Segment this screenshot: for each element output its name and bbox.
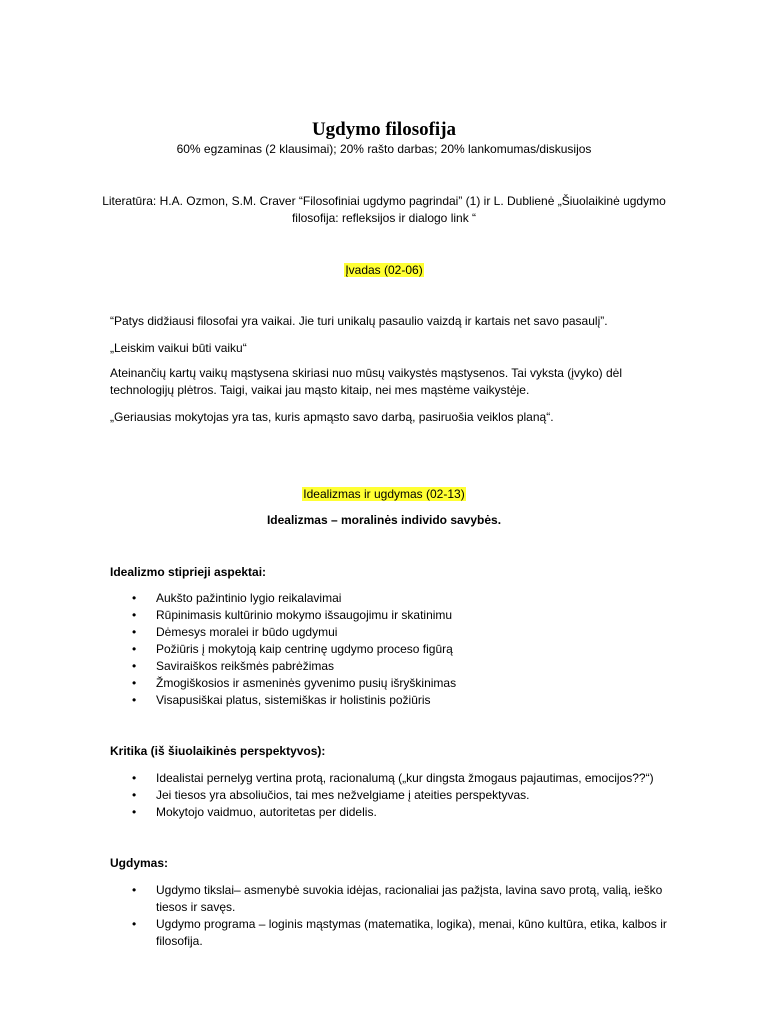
list-item-text: Saviraiškos reikšmės pabrėžimas bbox=[156, 659, 335, 673]
list-item-text: Mokytojo vaidmuo, autoritetas per didelis. bbox=[156, 805, 377, 819]
list-item-text: Aukšto pažintinio lygio reikalavimai bbox=[156, 591, 342, 605]
strengths-title: Idealizmo stiprieji aspektai: bbox=[110, 565, 267, 579]
intro-quote-3: „Geriausias mokytojas yra tas, kuris apmąsto savo darbą, pasiruošia veiklos planą“. bbox=[110, 410, 554, 424]
literature-line-1: Literatūra: H.A. Ozmon, S.M. Craver “Filosofiniai ugdymo pagrindai” (1) ir L. Dublienė „Šiuolaikinė ugdymo bbox=[102, 194, 666, 208]
list-item bbox=[110, 607, 716, 624]
list-item bbox=[110, 658, 716, 675]
list-item bbox=[110, 787, 716, 804]
list-item-text: filosofija. bbox=[156, 934, 203, 948]
grading-subtitle: 60% egzaminas (2 klausimai); 20% rašto darbas; 20% lankomumas/diskusijos bbox=[176, 142, 592, 156]
bullet-icon: • bbox=[132, 676, 137, 690]
bullet-icon: • bbox=[132, 608, 137, 622]
list-item-text: Požiūris į mokytoją kaip centrinę ugdymo proceso figūrą bbox=[156, 642, 453, 656]
list-item bbox=[110, 770, 716, 787]
document-title: Ugdymo filosofija bbox=[311, 119, 457, 140]
critique-title: Kritika (iš šiuolaikinės perspektyvos): bbox=[110, 744, 326, 758]
list-item bbox=[110, 804, 716, 821]
idealism-heading-wrap bbox=[0, 486, 768, 503]
bullet-icon: • bbox=[132, 805, 137, 819]
intro-quote-2: „Leiskim vaikui būti vaiku“ bbox=[110, 341, 247, 355]
list-item bbox=[110, 641, 716, 658]
bullet-icon: • bbox=[132, 788, 137, 802]
idealism-subheading: Idealizmas – moralinės individo savybės. bbox=[266, 513, 502, 527]
list-item-text: Dėmesys moralei ir būdo ugdymui bbox=[156, 625, 338, 639]
bullet-icon: • bbox=[132, 693, 137, 707]
idealism-heading: Idealizmas ir ugdymas (02-13) bbox=[303, 487, 465, 501]
list-item bbox=[110, 882, 716, 916]
strengths-list bbox=[110, 590, 716, 709]
bullet-icon: • bbox=[132, 625, 137, 639]
list-item-text: Ugdymo tikslai– asmenybė suvokia idėjas, racionaliai jas pažįsta, lavina savo protą, valią, ieško bbox=[156, 883, 663, 897]
bullet-icon: • bbox=[132, 642, 137, 656]
list-item-text: Rūpinimasis kultūrinio mokymo išsaugojimu ir skatinimu bbox=[156, 608, 453, 622]
list-item bbox=[110, 624, 716, 641]
list-item-text: Idealistai pernelyg vertina protą, racionalumą („kur dingsta žmogaus pajautimas, emocijos??“) bbox=[156, 771, 654, 785]
list-item-text: Visapusiškai platus, sistemiškas ir holistinis požiūris bbox=[156, 693, 431, 707]
bullet-icon: • bbox=[132, 659, 137, 673]
list-item bbox=[110, 692, 716, 709]
list-item bbox=[110, 916, 716, 950]
list-item bbox=[110, 675, 716, 692]
bullet-icon: • bbox=[132, 591, 137, 605]
intro-paragraph-line-2: technologijų plėtros. Taigi, vaikai jau mąsto kitaip, nei mes mąstėme vaikystėje. bbox=[110, 383, 530, 397]
list-item-text: tiesos ir savęs. bbox=[156, 900, 236, 914]
critique-list bbox=[110, 770, 716, 821]
intro-paragraph-line-1: Ateinančių kartų vaikų mąstysena skiriasi nuo mūsų vaikystės mąstysenos. Tai vyksta (įvyko) dėl bbox=[110, 366, 622, 380]
bullet-icon: • bbox=[132, 771, 137, 785]
education-list bbox=[110, 882, 716, 950]
list-item bbox=[110, 590, 716, 607]
education-title: Ugdymas: bbox=[110, 856, 169, 870]
literature-line-2: filosofija: refleksijos ir dialogo link “ bbox=[291, 211, 477, 225]
intro-heading: Įvadas (02-06) bbox=[345, 263, 423, 277]
intro-heading-wrap bbox=[0, 262, 768, 279]
list-item-text: Ugdymo programa – loginis mąstymas (matematika, logika), menai, kūno kultūra, etika, kalbos ir bbox=[156, 917, 667, 931]
bullet-icon: • bbox=[132, 883, 137, 897]
list-item-text: Jei tiesos yra absoliučios, tai mes nežvelgiame į ateities perspektyvas. bbox=[156, 788, 530, 802]
list-item-text: Žmogiškosios ir asmeninės gyvenimo pusių išryškinimas bbox=[156, 676, 457, 690]
bullet-icon: • bbox=[132, 917, 137, 931]
intro-quote-1: “Patys didžiausi filosofai yra vaikai. Jie turi unikalų pasaulio vaizdą ir kartais net savo pasaulį”. bbox=[110, 314, 608, 328]
